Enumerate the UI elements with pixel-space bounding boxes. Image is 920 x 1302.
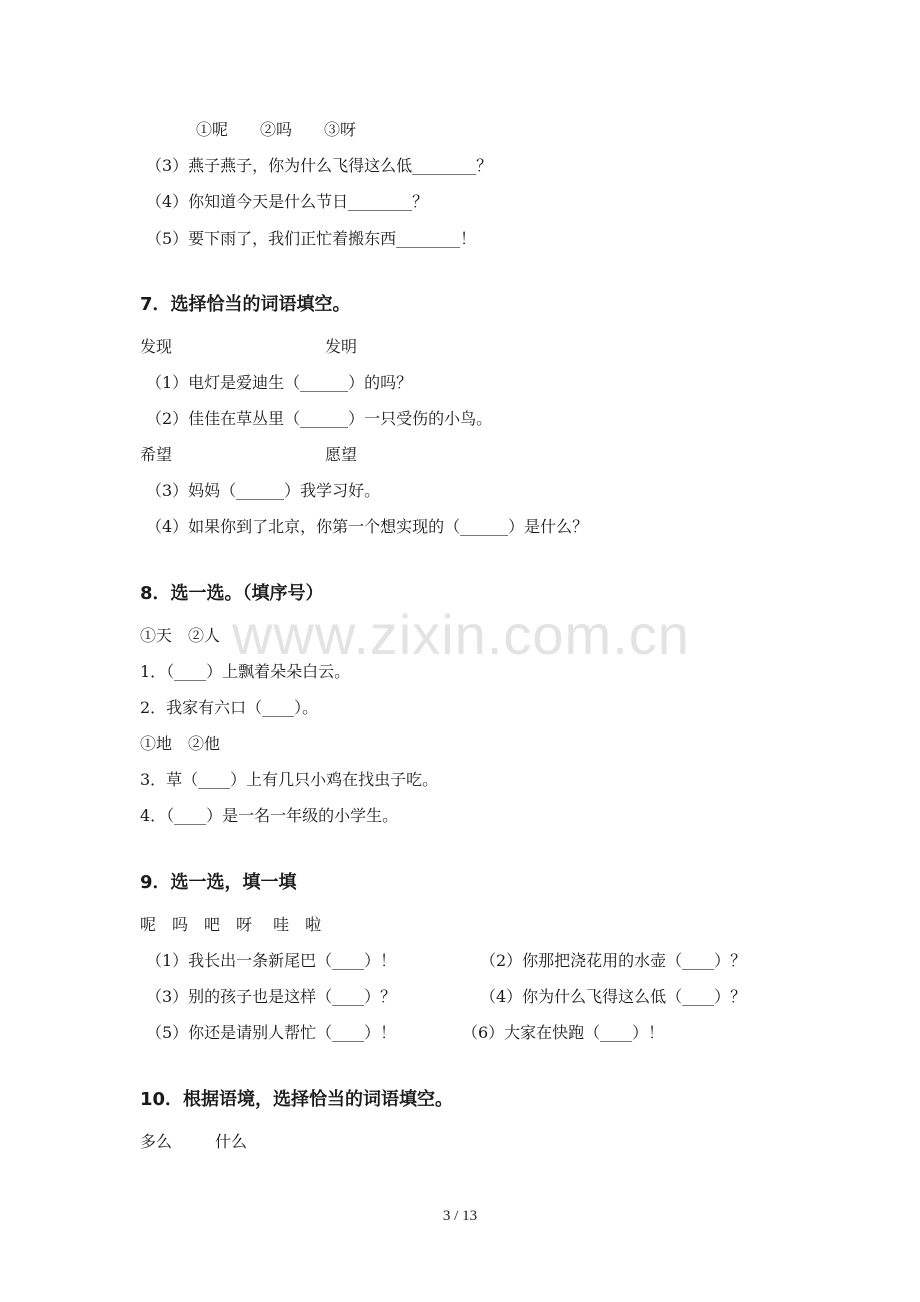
- q9-item-2: （2）你那把浇花用的水壶（____）？: [480, 951, 747, 970]
- q9-item-6: （6）大家在快跑（____）！: [462, 1023, 665, 1042]
- q9-item-3: （3）别的孩子也是这样（____）？: [146, 987, 397, 1006]
- q9-item-1: （1）我长出一条新尾巴（____）！: [146, 951, 397, 970]
- q8-item-2: 2．我家有六口（____）。: [140, 698, 319, 717]
- q7-item-3: （3）妈妈（______）我学习好。: [146, 481, 381, 500]
- q9-item-5: （5）你还是请别人帮忙（____）！: [146, 1023, 397, 1042]
- q9-heading: 9．选一选，填一填: [140, 872, 297, 893]
- q8-options-2: ①地 ②他: [140, 734, 221, 753]
- q6-options: ①呢 ②吗 ③呀: [196, 120, 357, 139]
- q8-item-4: 4．（____）是一名一年级的小学生。: [140, 806, 399, 825]
- q9-words: 呢 吗 吧 呀 哇 啦: [140, 915, 322, 934]
- q8-options-1: ①天 ②人: [140, 626, 221, 645]
- q7-word-a: 发现: [140, 337, 173, 356]
- q7-item-2: （2）佳佳在草丛里（______）一只受伤的小鸟。: [146, 409, 493, 428]
- q7-item-4: （4）如果你到了北京，你第一个想实现的（______）是什么？: [146, 517, 589, 536]
- page-number: 3 / 13: [442, 1208, 478, 1224]
- q7-heading: 7．选择恰当的词语填空。: [140, 294, 351, 315]
- watermark: www.zixin.com.cn: [232, 603, 690, 666]
- q7-word-c: 希望: [140, 445, 173, 464]
- q8-item-1: 1．（____）上飘着朵朵白云。: [140, 662, 351, 681]
- q6-item-3: （3）燕子燕子，你为什么飞得这么低________？: [146, 156, 493, 175]
- q8-heading: 8．选一选。（填序号）: [140, 583, 324, 604]
- q10-word-b: 什么: [215, 1132, 248, 1151]
- q6-item-5: （5）要下雨了，我们正忙着搬东西________！: [146, 229, 477, 248]
- q7-item-1: （1）电灯是爱迪生（______）的吗？: [146, 373, 413, 392]
- q6-item-4: （4）你知道今天是什么节日________？: [146, 192, 429, 211]
- q7-word-b: 发明: [325, 337, 358, 356]
- q8-item-3: 3．草（____）上有几只小鸡在找虫子吃。: [140, 770, 439, 789]
- q10-heading: 10．根据语境，选择恰当的词语填空。: [140, 1089, 454, 1110]
- q9-item-4: （4）你为什么飞得这么低（____）？: [480, 987, 747, 1006]
- q7-word-d: 愿望: [325, 445, 358, 464]
- q10-word-a: 多么: [140, 1132, 173, 1151]
